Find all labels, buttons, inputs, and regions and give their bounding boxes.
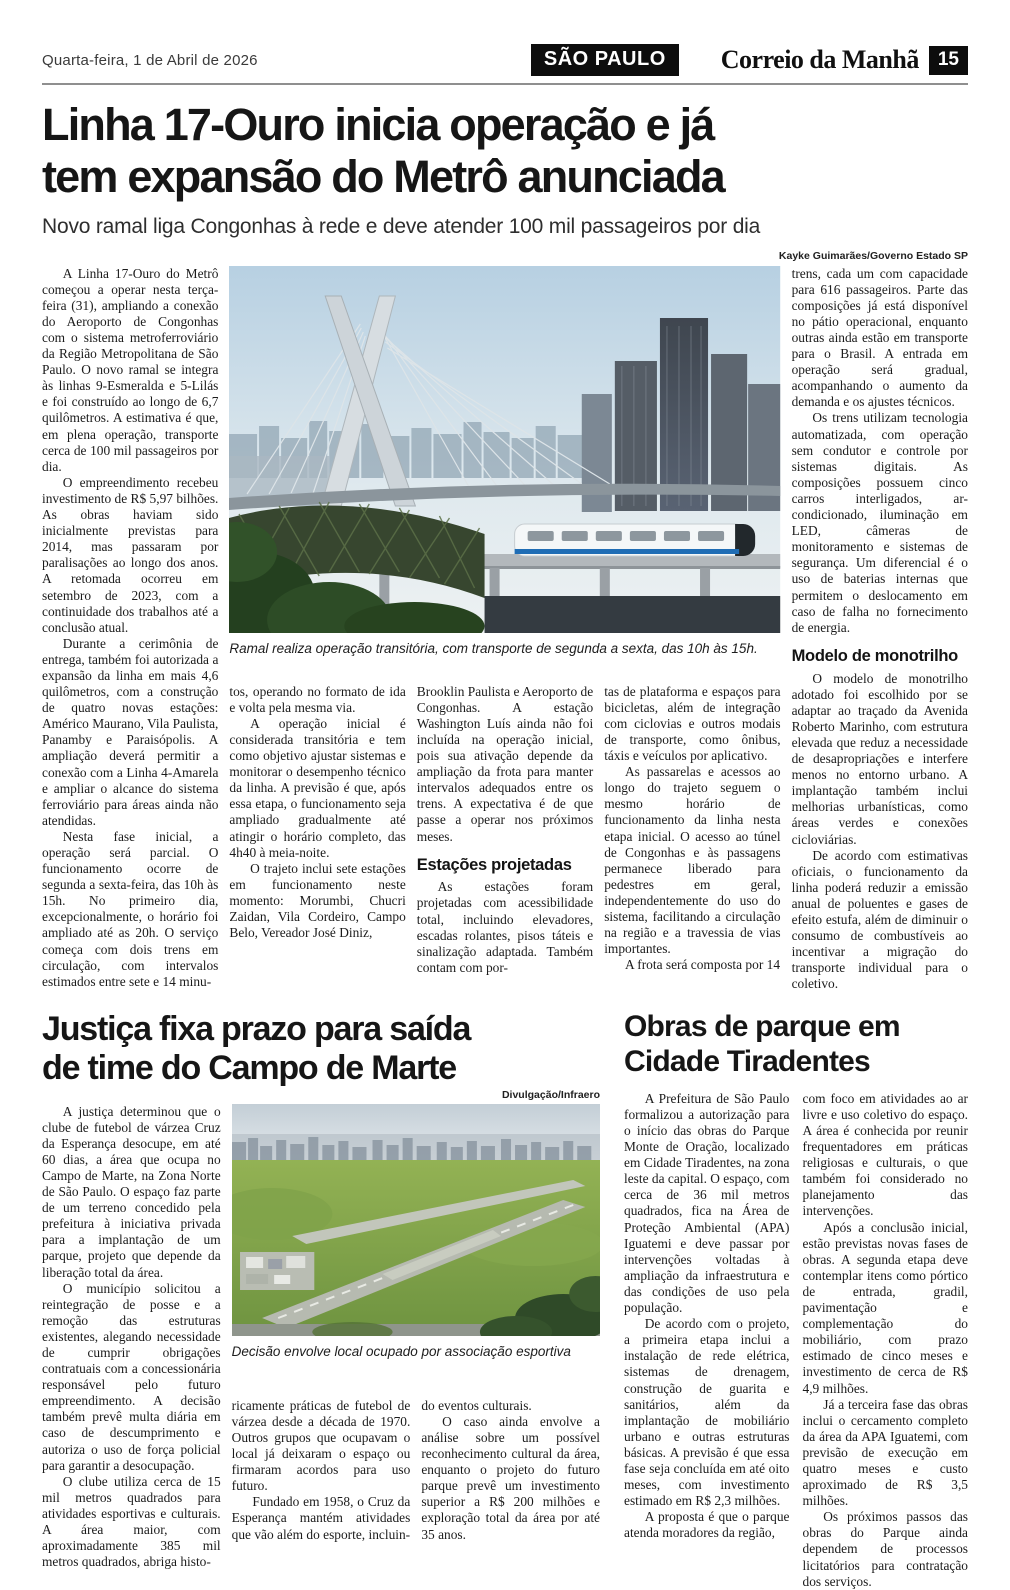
article2-column-2 xyxy=(232,1398,411,1571)
headline-line-2: tem expansão do Metrô anunciada xyxy=(42,151,724,203)
article1-column-2 xyxy=(229,684,405,993)
article1-column-1 xyxy=(42,266,218,993)
section-label: SÃO PAULO xyxy=(531,44,679,76)
bridge-monorail-illustration xyxy=(229,266,780,633)
article1-column-4 xyxy=(604,684,780,993)
body-paragraph: Brooklin Paulista e Aeroporto de Congonhas. A estação Washington Luís ainda não foi incluída na operação inicial, pois sua ativação depende da ampliação da frota para manter intervalos adequados entre os trens. A expectativa é de que passe a operar nos próximos meses. xyxy=(416,683,594,844)
article2-body xyxy=(42,1104,600,1571)
body-paragraph: do eventos culturais. xyxy=(421,1397,532,1413)
section-subhead: Estações projetadas xyxy=(416,855,572,874)
article1-body xyxy=(42,266,968,993)
edition-date: Quarta-feira, 1 de Abril de 2026 xyxy=(42,51,258,69)
headline-line-2: Cidade Tiradentes xyxy=(624,1044,870,1078)
article1-headline xyxy=(42,99,968,203)
body-paragraph: O clube utiliza cerca de 15 mil metros quadrados para atividades esportivas e culturais. A área maior, com aproximadamente 385 mil metros quadrados, abriga histo- xyxy=(42,1473,221,1570)
body-paragraph: Já a terceira fase das obras inclui o cercamento completo da área da APA Iguatemi, com previsão de execução em quatro meses e custo aproximado de R$ 3,5 milhões. xyxy=(802,1396,968,1509)
article3-headline xyxy=(624,1010,968,1078)
article2-photo-credit: Divulgação/Infraero xyxy=(501,1088,600,1101)
headline-line-1: Obras de parque em xyxy=(624,1010,900,1044)
headline-line-1: Justiça fixa prazo para saída xyxy=(42,1010,471,1049)
article2-headline xyxy=(42,1010,600,1086)
body-paragraph: O trajeto inclui sete estações em funcionamento neste momento: Morumbi, Chucri Zaidan, Vila Cordeiro, Campo Belo, Vereador José Diniz, xyxy=(229,860,406,941)
article1-column-5 xyxy=(792,266,968,993)
body-paragraph: A Prefeitura de São Paulo formalizou a autorização para o início das obras do Parque Monte de Oração, localizado em Cidade Tiradentes, na zona leste da capital. O espaço, com cerca de 36 mil metros quadrados, fica na Área de Proteção Ambiental (APA) Iguatemi e deve passar por intervenções voltadas à ampliação da infraestrutura e das condições de uso pela população. xyxy=(624,1090,790,1316)
airfield-aerial-photo xyxy=(232,1104,600,1336)
body-paragraph: ricamente práticas de futebol de várzea desde a década de 1970. Outros grupos que ocupavam o local já deixaram o espaço ou firmaram acordos para uso futuro. xyxy=(231,1397,411,1494)
body-paragraph: O modelo de monotrilho adotado foi escolhido por se adaptar ao traçado da Avenida Roberto Marinho, com estrutura elevada que reduz a necessidade de desapropriações e interfere menos no entorno urbano. A implantação também inclui melhorias urbanísticas, como áreas verdes e conexões cicloviárias. xyxy=(791,670,968,847)
article3-column-2 xyxy=(803,1091,969,1590)
body-paragraph: Nesta fase inicial, a operação será parcial. O funcionamento ocorre de segunda a sexta-feira, das 10h às 15h. No primeiro dia, excepcionalmente, o horário foi ampliado até as 20h. O serviço começa com dois trens em circulação, com intervalos estimados entre sete e 14 minu- xyxy=(42,828,219,989)
body-paragraph: A proposta é que o parque atenda moradores da região, xyxy=(624,1509,790,1541)
body-paragraph: com foco em atividades ao ar livre e uso coletivo do espaço. A área é conhecida por reunir frequentadores em práticas religiosas e culturais, o que também foi considerado no planejamento das intervenções. xyxy=(802,1090,968,1219)
newspaper-masthead: Correio da Manhã xyxy=(720,45,919,74)
article1-column-3 xyxy=(417,684,593,993)
article1-photo-block xyxy=(229,266,780,684)
header-right-group xyxy=(531,44,968,76)
body-paragraph: De acordo com estimativas oficiais, o funcionamento da linha poderá reduzir a emissão anual de poluentes e gases de efeito estufa, além de diminuir o consumo de combustíveis ao incentivar a migração do transporte individual para o coletivo. xyxy=(791,847,968,992)
bottom-section xyxy=(42,1010,968,1589)
body-paragraph: Durante a cerimônia de entrega, também foi autorizada a expansão da linha em mais 4,6 quilômetros, com a construção de quatro novas estações: Américo Maurano, Vila Paulista, Panamby e Paraisópolis. A ampliação deverá permitir a conexão com a Linha 4-Amarela e ampliar o alcance do sistema ferroviário para áreas ainda não atendidas. xyxy=(42,635,219,828)
article2-photo-block xyxy=(232,1104,600,1398)
article2-column-1 xyxy=(42,1104,221,1571)
article3-body xyxy=(624,1091,968,1590)
body-paragraph: De acordo com o projeto, a primeira etapa inclui a instalação de rede elétrica, sistemas de drenagem, construção de guarita e sanitários, além da implantação de mobiliário urbano e outras estruturas básicas. A previsão é que essa fase seja concluída em até oito meses, com investimento estimado em R$ 2,3 milhões. xyxy=(624,1316,790,1509)
body-paragraph: As passarelas e acessos ao longo do trajeto seguem o mesmo horário de funcionamento da linha nesta etapa inicial. O acesso ao túnel de Congonhas e às passagens permanece liberado para pedestres em geral, independentemente do uso do sistema, facilitando a circulação na região e a travessia de vias importantes. xyxy=(604,764,781,957)
body-paragraph: Os trens utilizam tecnologia automatizada, com operação sem condutor e controle por sistemas digitais. As composições possuem cinco carros interligados, ar-condicionado, iluminação em LED, câmeras de monitoramento e sistemas de segurança. Um diferencial é o uso de baterias internas que permitem o deslocamento em caso de falha no fornecimento de energia. xyxy=(791,410,968,635)
article1-photo-caption: Ramal realiza operação transitória, com transporte de segunda a sexta, das 10h às 15h. xyxy=(229,640,758,656)
article2 xyxy=(42,1010,600,1589)
article2-column-3 xyxy=(421,1398,600,1571)
body-paragraph: A Linha 17-Ouro do Metrô começou a operar nesta terça-feira (31), ampliando a conexão do Aeroporto de Congonhas com o sistema metroferroviário da Região Metropolitana de São Paulo. O novo ramal se integra às linhas 9-Esmeralda e 5-Lilás e foi construído ao longo de 6,7 quilômetros. A estimativa é que, em plena operação, transporte cerca de 100 mil passageiros por dia. xyxy=(42,265,219,474)
body-paragraph: Fundado em 1958, o Cruz da Esperança mantém atividades que vão além do esporte, incluin- xyxy=(231,1494,411,1542)
body-paragraph: A operação inicial é considerada transitória e tem como objetivo ajustar sistemas e monitorar o desempenho técnico da linha. A previsão é que, após essa etapa, o funcionamento seja ampliado gradualmente até atingir o horário completo, das 4h40 à meia-noite. xyxy=(229,715,406,860)
body-paragraph: A frota será composta por 14 xyxy=(624,957,781,973)
section-subhead: Modelo de monotrilho xyxy=(791,646,958,665)
bridge-monorail-photo xyxy=(229,266,780,633)
page-header xyxy=(42,0,968,85)
article1-deck: Novo ramal liga Congonhas à rede e deve atender 100 mil passageiros por dia xyxy=(42,215,761,239)
body-paragraph: A justiça determinou que o clube de futebol de várzea Cruz da Esperança desocupe, em até 60 dias, a área que ocupa no Campo de Marte, na Zona Norte de São Paulo. O espaço faz parte de um terreno concedido pela prefeitura à iniciativa privada para a implantação de um parque, projeto que depende da liberação total da área. xyxy=(42,1103,221,1280)
body-paragraph: O caso ainda envolve a análise sobre um possível reconhecimento cultural da área, enquanto o projeto do futuro parque prevê um investimento superior a R$ 200 milhões e exploração total da área por até 35 anos. xyxy=(421,1413,600,1542)
body-paragraph: Os próximos passos das obras do Parque ainda dependem de processos licitatórios para contratação dos serviços. xyxy=(802,1509,968,1589)
body-paragraph: O empreendimento recebeu investimento de R$ 5,97 bilhões. As obras haviam sido inicialmente previstas para 2014, mas passaram por paralisações ao longo dos anos. A retomada ocorreu em setembro de 2023, com a continuidade dos trabalhos até a conclusão atual. xyxy=(42,474,219,635)
article2-photo-caption: Decisão envolve local ocupado por associação esportiva xyxy=(231,1343,571,1359)
page-number: 15 xyxy=(929,46,968,75)
airfield-aerial-illustration xyxy=(232,1104,600,1336)
article3-column-1 xyxy=(624,1091,790,1590)
headline-line-2: de time do Campo de Marte xyxy=(42,1048,456,1087)
body-paragraph: tas de plataforma e espaços para bicicletas, além de integração com ciclovias e outros modais de transporte, como ônibus, táxis e veículos por aplicativo. xyxy=(604,683,781,764)
article3 xyxy=(624,1010,968,1589)
body-paragraph: tos, operando no formato de ida e volta pela mesma via. xyxy=(229,683,406,715)
body-paragraph: Após a conclusão inicial, estão previstas novas fases de obras. A segunda etapa deve contemplar itens como pórtico de entrada, gradil, pavimentação e complementação do mobiliário, com prazo estimado de cinco meses e investimento de cerca de R$ 4,9 milhões. xyxy=(802,1219,968,1396)
headline-line-1: Linha 17-Ouro inicia operação e já xyxy=(42,99,714,150)
body-paragraph: As estações foram projetadas com acessibilidade total, incluindo elevadores, escadas rolantes, pisos táteis e sinalização adaptada. Também contam com por- xyxy=(416,879,594,975)
body-paragraph: O município solicitou a reintegração de posse e a remoção das estruturas existentes, alegando necessidade de cumprir obrigações contratuais com a concessionária responsável pelo futuro empreendimento. A decisão também prevê multa diária em caso de descumprimento e autoriza o uso de força policial para garantir a desocupação. xyxy=(42,1280,221,1473)
article1-photo-credit: Kayke Guimarães/Governo Estado SP xyxy=(778,249,968,262)
body-paragraph: trens, cada um com capacidade para 616 passageiros. Parte das composições já está disponível no pátio operacional, enquanto outras ainda estão em transporte para o Brasil. A entrada em operação será gradual, acompanhando o aumento da demanda e os ajustes técnicos. xyxy=(791,265,968,410)
